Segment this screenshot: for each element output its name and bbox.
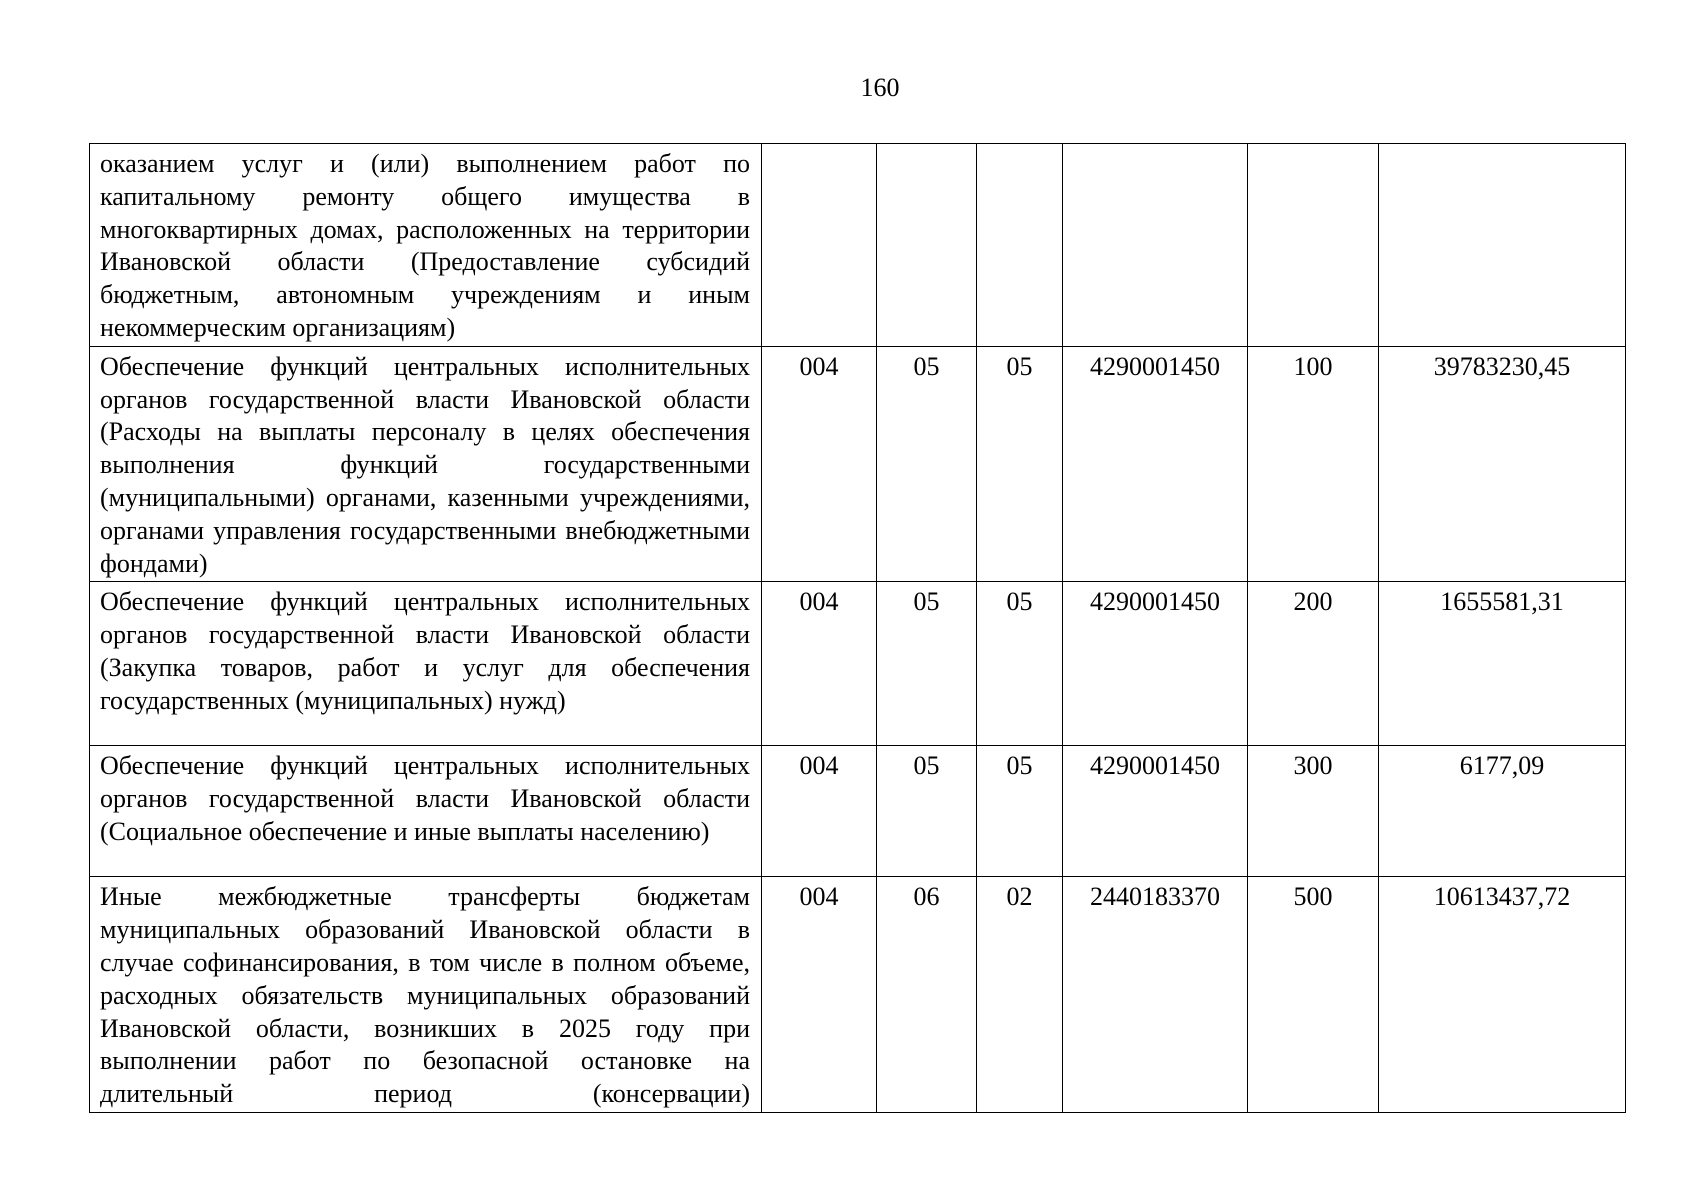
expense-type-code: 300 xyxy=(1248,746,1379,877)
amount: 1655581,31 xyxy=(1379,582,1626,746)
target-article-code: 4290001450 xyxy=(1063,582,1248,746)
row-description: оказанием услуг и (или) выполнением работ по капитальному ремонту общего имущества в многоквартирных домах, расположенных на территории Ивановской области (Предоставление субсидий бюджетным, автономным учреждениям и иным некоммерческим организациям) xyxy=(90,144,762,347)
subsection-code: 05 xyxy=(977,746,1063,877)
expense-type-code: 100 xyxy=(1248,346,1379,582)
subsection-code: 05 xyxy=(977,582,1063,746)
section-code: 06 xyxy=(877,877,977,1113)
section-code: 05 xyxy=(877,346,977,582)
subsection-code xyxy=(977,144,1063,347)
amount: 6177,09 xyxy=(1379,746,1626,877)
section-code: 05 xyxy=(877,746,977,877)
table-row xyxy=(90,877,1626,1113)
section-code xyxy=(877,144,977,347)
table-row xyxy=(90,346,1626,582)
ved-code: 004 xyxy=(762,746,877,877)
target-article-code: 4290001450 xyxy=(1063,746,1248,877)
target-article-code xyxy=(1063,144,1248,347)
table-row xyxy=(90,144,1626,347)
table-row xyxy=(90,746,1626,877)
row-description: Иные межбюджетные трансферты бюджетам муниципальных образований Ивановской области в случае софинансирования, в том числе в полном объеме, расходных обязательств муниципальных образований Ивановской области, возникших в 2025 году при выполнении работ по безопасной остановке на длительный период (консервации) xyxy=(90,877,762,1113)
expense-type-code: 200 xyxy=(1248,582,1379,746)
ved-code: 004 xyxy=(762,877,877,1113)
subsection-code: 02 xyxy=(977,877,1063,1113)
section-code: 05 xyxy=(877,582,977,746)
amount: 10613437,72 xyxy=(1379,877,1626,1113)
table-row xyxy=(90,582,1626,746)
subsection-code: 05 xyxy=(977,346,1063,582)
row-description: Обеспечение функций центральных исполнительных органов государственной власти Ивановской области (Социальное обеспечение и иные выплаты населению) xyxy=(90,746,762,877)
row-description: Обеспечение функций центральных исполнительных органов государственной власти Ивановской области (Закупка товаров, работ и услуг для обеспечения государственных (муниципальных) нужд) xyxy=(90,582,762,746)
amount: 39783230,45 xyxy=(1379,346,1626,582)
expense-type-code: 500 xyxy=(1248,877,1379,1113)
target-article-code: 2440183370 xyxy=(1063,877,1248,1113)
amount xyxy=(1379,144,1626,347)
budget-table xyxy=(89,143,1626,1113)
expense-type-code xyxy=(1248,144,1379,347)
target-article-code: 4290001450 xyxy=(1063,346,1248,582)
ved-code: 004 xyxy=(762,346,877,582)
ved-code xyxy=(762,144,877,347)
page-number: 160 xyxy=(860,73,900,102)
ved-code: 004 xyxy=(762,582,877,746)
row-description: Обеспечение функций центральных исполнительных органов государственной власти Ивановской области (Расходы на выплаты персоналу в целях обеспечения выполнения функций государственными (муниципальными) органами, казенными учреждениями, органами управления государственными внебюджетными фондами) xyxy=(90,346,762,582)
